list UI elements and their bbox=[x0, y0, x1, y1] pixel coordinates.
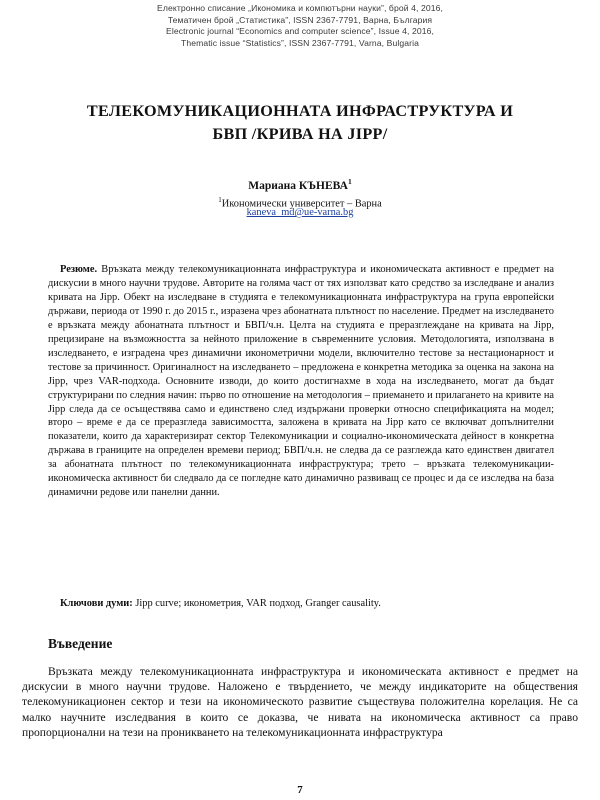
keywords-line bbox=[60, 597, 554, 611]
author-superscript: 1 bbox=[347, 177, 352, 186]
keywords-label: Ключови думи: bbox=[60, 598, 133, 609]
section-heading-introduction: Въведение bbox=[48, 636, 113, 651]
author-email-link[interactable]: kaneva_md@ue-varna.bg bbox=[246, 207, 354, 218]
journal-header-line-bg-1: Електронно списание „Икономика и компютърни науки”, брой 4, 2016, bbox=[157, 3, 443, 13]
paper-title bbox=[0, 100, 600, 146]
journal-header bbox=[0, 3, 600, 49]
abstract-text: Връзката между телекомуникационната инфраструктура и икономическата активност е предмет на дискусии в много научни трудове. Авторите на голяма част от тях използват като средство за изследване и анализ кривата на Jipp. Обект на изследване в студията е телекомуникационната инфраструктура на група европейски държави, периода от 1990 г. до 2015 г., изразена чрез абонатната плътност по население. Предмет на изследването е връзката между абонатната плътност и БВП/ч.н. Целта на студията е преразглеждане на кривата на Jipp, прецизиране на възможността за нейното приложение в съвременните условия. Методологията, използвана в изследването, е изградена чрез динамични иконометрични модели, включително тестове за нестационарност и тестове за причинност. Оригиналност на изследването – предложена е конкретна методика за оценка на закона на Jipp, чрез VAR-подхода. Основните изводи, до които достигнахме в хода на изследването, могат да бъдат структурирани по следния начин: първо по отношение на методология – приемането и прилагането на кривите на Jipp следа да се осъществява само и единствено след издържани проверки относно спецификацията на модел; второ – време е да се преразгледа зависимостта, заложена в кривата на Jipp като се включват допълнителни показатели, които да характеризират сектор Телекомуникации и социално-икономическата дейност в конкретна държава в границите на определен времеви период; БВП/ч.н. не следва да се разглежда като единствен двигател за абонатната плътност по телекомуникационната инфраструктура; трето – връзката телекомуникации-икономическа активност би следвало да се погледне като динамично развиващ се процес и да се изследва на база динамични редове или панелни данни. bbox=[48, 264, 554, 499]
introduction-paragraph: Връзката между телекомуникационната инфраструктура и икономическата активност е предмет на дискусии в много научни трудове. Наложено е твърдението, че между индикаторите на обществения телекомуникационен сектор и тези на икономическото развитие съществува положителна корелация. Не са малко научните изследвания в които се доказва, че нивата на икономическа активност са право пропорционални на тези на проникването на телекомуникационната инфраструктура bbox=[22, 665, 578, 739]
affiliation-text: Икономически университет – Варна bbox=[221, 198, 382, 210]
journal-header-line-en-2: Thematic issue “Statistics”, ISSN 2367-7791, Varna, Bulgaria bbox=[181, 37, 419, 48]
affiliation-superscript: 1 bbox=[218, 196, 222, 204]
keywords-text: Jipp curve; иконометрия, VAR подход, Granger causality. bbox=[135, 598, 381, 609]
journal-header-line-en-1: Electronic journal “Economics and computer science”, Issue 4, 2016, bbox=[166, 26, 434, 37]
page-number: 7 bbox=[297, 784, 303, 796]
author-name-block bbox=[0, 177, 600, 192]
abstract-paragraph bbox=[48, 263, 554, 500]
abstract-label: Резюме. bbox=[60, 264, 98, 275]
paper-title-line-2: БВП /КРИВА НА JIPP/ bbox=[212, 125, 388, 143]
author-name: Мариана КЪНЕВА bbox=[248, 179, 348, 192]
journal-header-line-bg-2: Тематичен брой „Статистика”, ISSN 2367-7791, Варна, България bbox=[167, 14, 433, 25]
paper-title-line-1: ТЕЛЕКОМУНИКАЦИОННАТА ИНФРАСТРУКТУРА И bbox=[86, 102, 514, 120]
